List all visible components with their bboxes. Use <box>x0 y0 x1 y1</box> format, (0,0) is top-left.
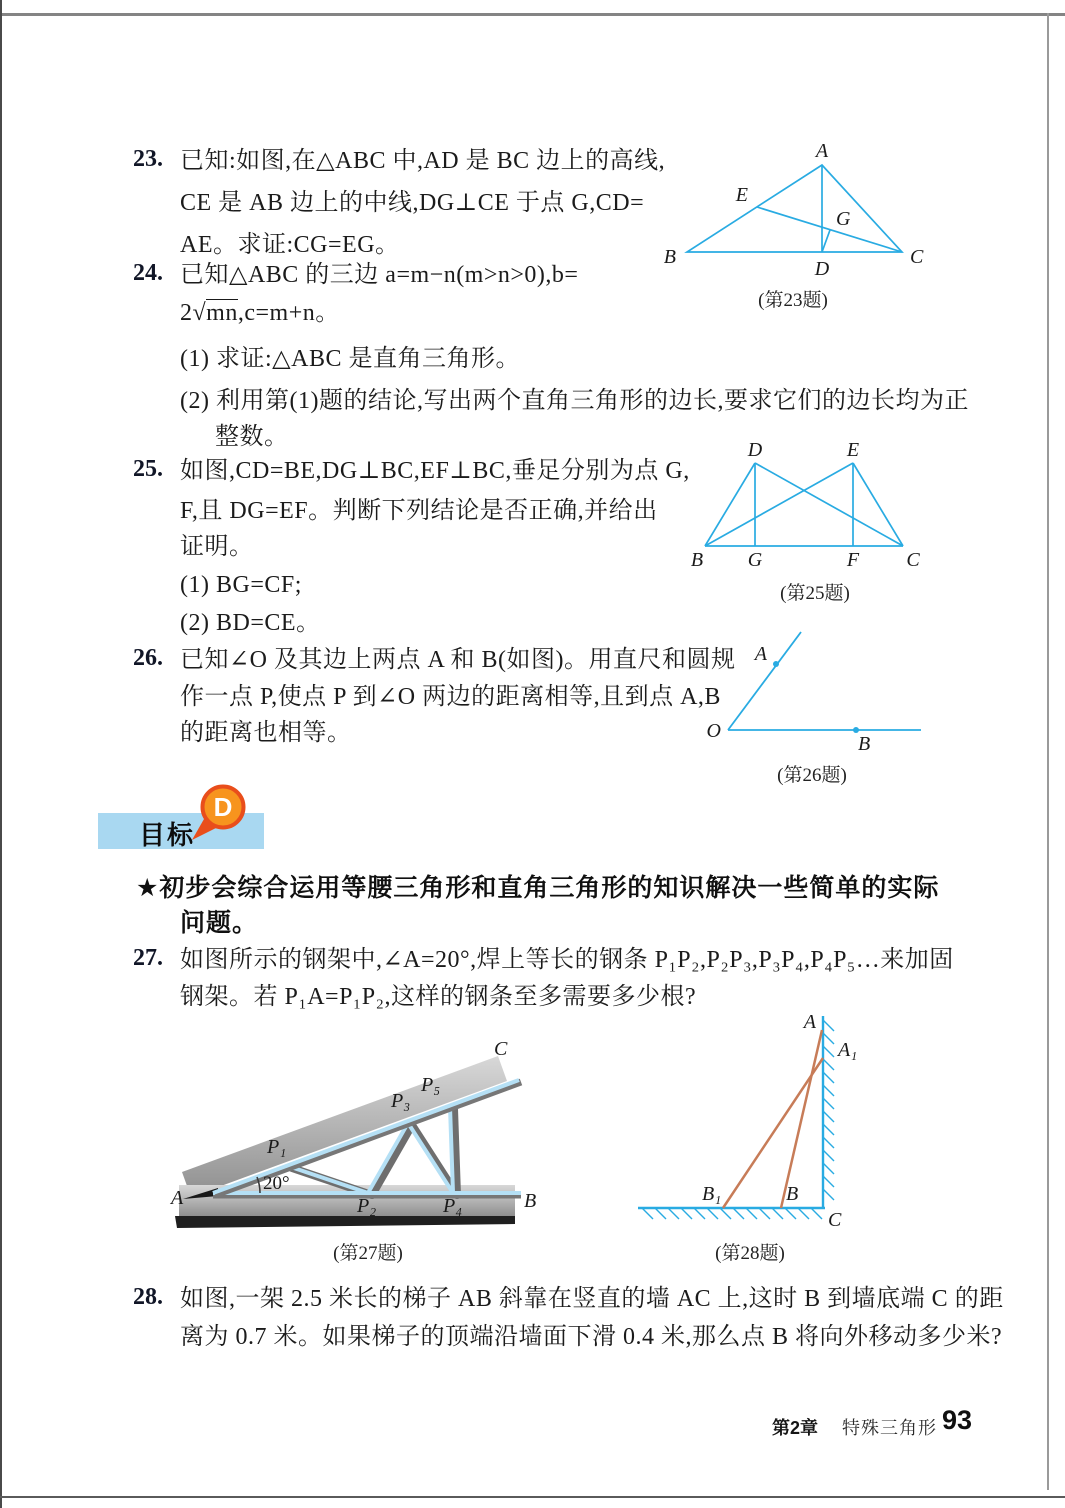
problem-text-line: (2) 利用第(1)题的结论,写出两个直角三角形的边长,要求它们的边长均为正 <box>180 388 969 414</box>
footer-chapter: 第2章 <box>772 1418 819 1438</box>
wall-and-ground <box>638 1016 825 1208</box>
fig27-label-p1: P₁ <box>267 1136 287 1158</box>
fig27-label-a: A <box>171 1187 184 1209</box>
fig25-lines <box>705 463 903 546</box>
goal-description-line: ★初步会综合运用等腰三角形和直角三角形的知识解决一些简单的实际 <box>136 874 940 902</box>
problem-text-line: (1) BG=CF; <box>180 572 302 598</box>
page-border-bottom <box>0 1496 1065 1498</box>
figure-25-diagram <box>685 443 930 571</box>
radicand: mn <box>206 300 238 326</box>
fig28-label-a1: A₁ <box>838 1039 858 1061</box>
goal-badge-letter: D <box>213 792 233 822</box>
problem-text-line: 如图,CD=BE,DG⊥BC,EF⊥BC,垂足分别为点 G, <box>180 458 690 484</box>
fig27-label-b: B <box>524 1190 537 1212</box>
page-border-right <box>1047 13 1049 1490</box>
problem-text-line: 已知∠O 及其边上两点 A 和 B(如图)。用直尺和圆规 <box>180 647 736 673</box>
fig27-label-p2: P₂ <box>357 1195 377 1217</box>
fig27-angle-label: 20° <box>263 1173 290 1194</box>
ladders <box>723 1030 823 1208</box>
radical-prefix: 2√ <box>180 300 207 326</box>
figure-28-diagram <box>618 1012 883 1237</box>
fig26-label-o: O <box>706 720 721 742</box>
problem-text-line <box>180 298 340 329</box>
problem-number: 25. <box>133 456 163 482</box>
fig28-label-b: B <box>786 1183 799 1205</box>
fig27-label-p4: P₄ <box>443 1195 463 1217</box>
fig23-label-d: D <box>814 258 830 280</box>
figure-26-diagram <box>693 618 933 758</box>
fig23-label-b: B <box>663 246 676 268</box>
figure-23-caption: (第23题) <box>758 290 828 311</box>
problem-text-line: F,且 DG=EF。判断下列结论是否正确,并给出 <box>180 498 658 524</box>
fig25-label-b: B <box>690 549 704 571</box>
goal-description-line: 问题。 <box>180 909 259 937</box>
fig25-label-c: C <box>906 549 920 571</box>
lower-beam-shadow <box>175 1216 515 1228</box>
fig27-label-p5: P₅ <box>421 1074 441 1096</box>
upper-chord <box>213 1080 519 1193</box>
fig28-label-b1: B₁ <box>702 1183 722 1205</box>
problem-text-line: CE 是 AB 边上的中线,DG⊥CE 于点 G,CD= <box>180 190 645 216</box>
figure-28-caption: (第28题) <box>715 1243 785 1264</box>
footer-page-number: 93 <box>942 1405 973 1435</box>
goal-badge-label: 目标 <box>139 820 196 850</box>
problem-number: 24. <box>133 260 163 286</box>
ground-hatching <box>642 1208 822 1219</box>
goal-badge-bubble <box>188 783 252 845</box>
problem-text-line: 已知:如图,在△ABC 中,AD 是 BC 边上的高线, <box>180 148 666 174</box>
figure-26-caption: (第26题) <box>777 765 847 786</box>
footer-section: 特殊三角形 <box>842 1418 937 1438</box>
problem-text-line: 证明。 <box>180 534 254 560</box>
problem-text-line: 已知△ABC 的三边 a=m−n(m>n>0),b= <box>180 262 579 288</box>
fig25-label-f: F <box>846 549 860 571</box>
problem-number: 28. <box>133 1284 163 1310</box>
radical-suffix: ,c=m+n。 <box>237 300 340 326</box>
page-border-top <box>0 13 1065 16</box>
problem-number: 26. <box>133 645 163 671</box>
problem-text-line: 钢架。若 P₁A=P₁P₂,这样的钢条至多需要多少根? <box>180 984 697 1010</box>
fig23-label-a: A <box>815 140 829 162</box>
fig27-label-c: C <box>494 1038 508 1060</box>
fig28-label-a: A <box>803 1012 816 1033</box>
problem-text-line: (1) 求证:△ABC 是直角三角形。 <box>180 346 520 372</box>
problem-text-line: AE。求证:CG=EG。 <box>180 232 400 258</box>
fig25-label-g: G <box>747 549 763 571</box>
problem-text-line: 如图所示的钢架中,∠A=20°,焊上等长的钢条 P₁P₂,P₂P₃,P₃P₄,P₄P₅…来加固 <box>180 947 954 973</box>
problem-text-line: 作一点 P,使点 P 到∠O 两边的距离相等,且到点 A,B <box>180 684 721 710</box>
problem-number: 27. <box>133 945 163 971</box>
figure-25-caption: (第25题) <box>780 583 850 604</box>
page-border-left <box>0 0 2 1508</box>
fig25-label-d: D <box>747 443 763 461</box>
figure-27-diagram <box>163 1033 548 1233</box>
fig25-label-e: E <box>846 443 860 461</box>
wall-hatching <box>823 1020 834 1200</box>
fig23-triangle-lines <box>687 165 902 252</box>
problem-text-line: 离为 0.7 米。如果梯子的顶端沿墙面下滑 0.4 米,那么点 B 将向外移动多少米? <box>180 1324 1003 1350</box>
problem-text-line: 的距离也相等。 <box>180 720 352 746</box>
upper-chord-shadow <box>215 1082 521 1195</box>
fig28-label-c: C <box>828 1209 842 1231</box>
fig26-label-b: B <box>858 733 871 755</box>
problem-number: 23. <box>133 146 163 172</box>
figure-23-diagram <box>650 135 935 285</box>
fig23-label-g: G <box>836 208 851 230</box>
problem-text-line: 整数。 <box>215 424 289 450</box>
problem-text-line: 如图,一架 2.5 米长的梯子 AB 斜靠在竖直的墙 AC 上,这时 B 到墙底端 C 的距 <box>180 1286 1004 1312</box>
fig26-point-a-dot <box>773 661 779 667</box>
problem-text-line: (2) BD=CE。 <box>180 610 321 636</box>
fig23-label-e: E <box>735 184 748 206</box>
fig27-label-p3: P₃ <box>391 1090 411 1112</box>
figure-27-caption: (第27题) <box>333 1243 403 1264</box>
fig26-label-a: A <box>754 643 767 665</box>
fig23-label-c: C <box>910 246 924 268</box>
